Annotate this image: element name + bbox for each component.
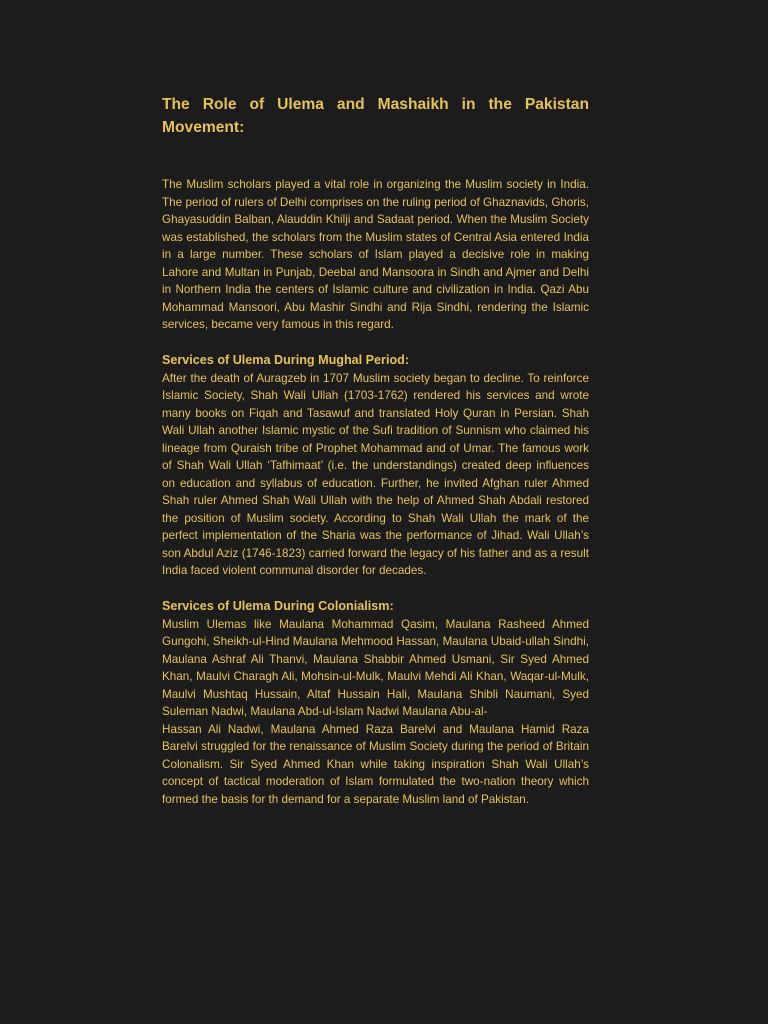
- section-heading-colonialism: Services of Ulema During Colonialism:: [162, 598, 394, 613]
- intro-paragraph: The Muslim scholars played a vital role in organizing the Muslim society in India. The period of rulers of Delhi comprises on the ruling period of Ghaznavids, Ghoris, Ghayasuddin Balban, Alauddin Khilji and Sadaat period. When the Muslim Society was established, the scholars from the Muslim states of Central Asia entered India in a large number. These scholars of Islam played a decisive role in making Lahore and Multan in Punjab, Deebal and Mansoora in Sindh and Ajmer and Delhi in Northern India the centers of Islamic culture and civilization in India. Qazi Abu Mohammad Mansoori, Abu Mashir Sindhi and Rija Sindhi, rendering the Islamic services, became very famous in this regard.: [162, 178, 589, 331]
- title-spacer: [162, 139, 589, 176]
- document-body: [162, 93, 589, 808]
- document-title: The Role of Ulema and Mashaikh in the Pakistan Movement:: [162, 96, 589, 136]
- colonialism-paragraph-2: Hassan Ali Nadwi, Maulana Ahmed Raza Barelvi and Maulana Hamid Raza Barelvi struggled for the renaissance of Muslim Society during the period of Britain Colonalism. Sir Syed Ahmed Khan while taking inspiration Shah Wali Ullah’s concept of tactical moderation of Islam formulated the two-nation theory which formed the basis for th demand for a separate Muslim land of Pakistan.: [162, 722, 589, 806]
- mughal-paragraph: After the death of Auragzeb in 1707 Muslim society began to decline. To reinforce Islamic Society, Shah Wali Ullah (1703-1762) rendered his services and wrote many books on Fiqah and Tasawuf and translated Holy Quran in Persian. Shah Wali Ullah another Islamic mystic of the Sufi tradition of Sunnism who claimed his lineage from Quraish tribe of Prophet Mohammad and of Umar. The famous work of Shah Wali Ullah ‘Tafhimaat’ (i.e. the understandings) created deep influences on education and syllabus of education. Further, he invited Afghan ruler Ahmed Shah ruler Ahmed Shah Wali Ullah with the help of Ahmed Shah Abdali restored the position of Muslim society. According to Shah Wali Ullah the mark of the perfect implementation of the Sharia was the performance of Jihad. Wali Ullah’s son Abdul Aziz (1746-1823) carried forward the legacy of his father and as a result India faced violent communal disorder for decades.: [162, 371, 589, 577]
- section-heading-mughal: Services of Ulema During Mughal Period:: [162, 352, 410, 367]
- section-spacer: [162, 334, 589, 351]
- colonialism-paragraph-1: Muslim Ulemas like Maulana Mohammad Qasim, Maulana Rasheed Ahmed Gungohi, Sheikh-ul-Hind Maulana Mehmood Hassan, Maulana Ubaid-ullah Sindhi, Maulana Ashraf Ali Thanvi, Maulana Shabbir Ahmed Usmani, Sir Syed Ahmed Khan, Maulvi Charagh Ali, Mohsin-ul-Mulk, Maulvi Mehdi Ali Khan, Waqar-ul-Mulk, Maulvi Mushtaq Hussain, Altaf Hussain Hali, Maulana Shibli Naumani, Syed Suleman Nadwi, Maulana Abd-ul-Islam Nadwi Maulana Abu-al-: [162, 617, 589, 718]
- section-spacer: [162, 580, 589, 597]
